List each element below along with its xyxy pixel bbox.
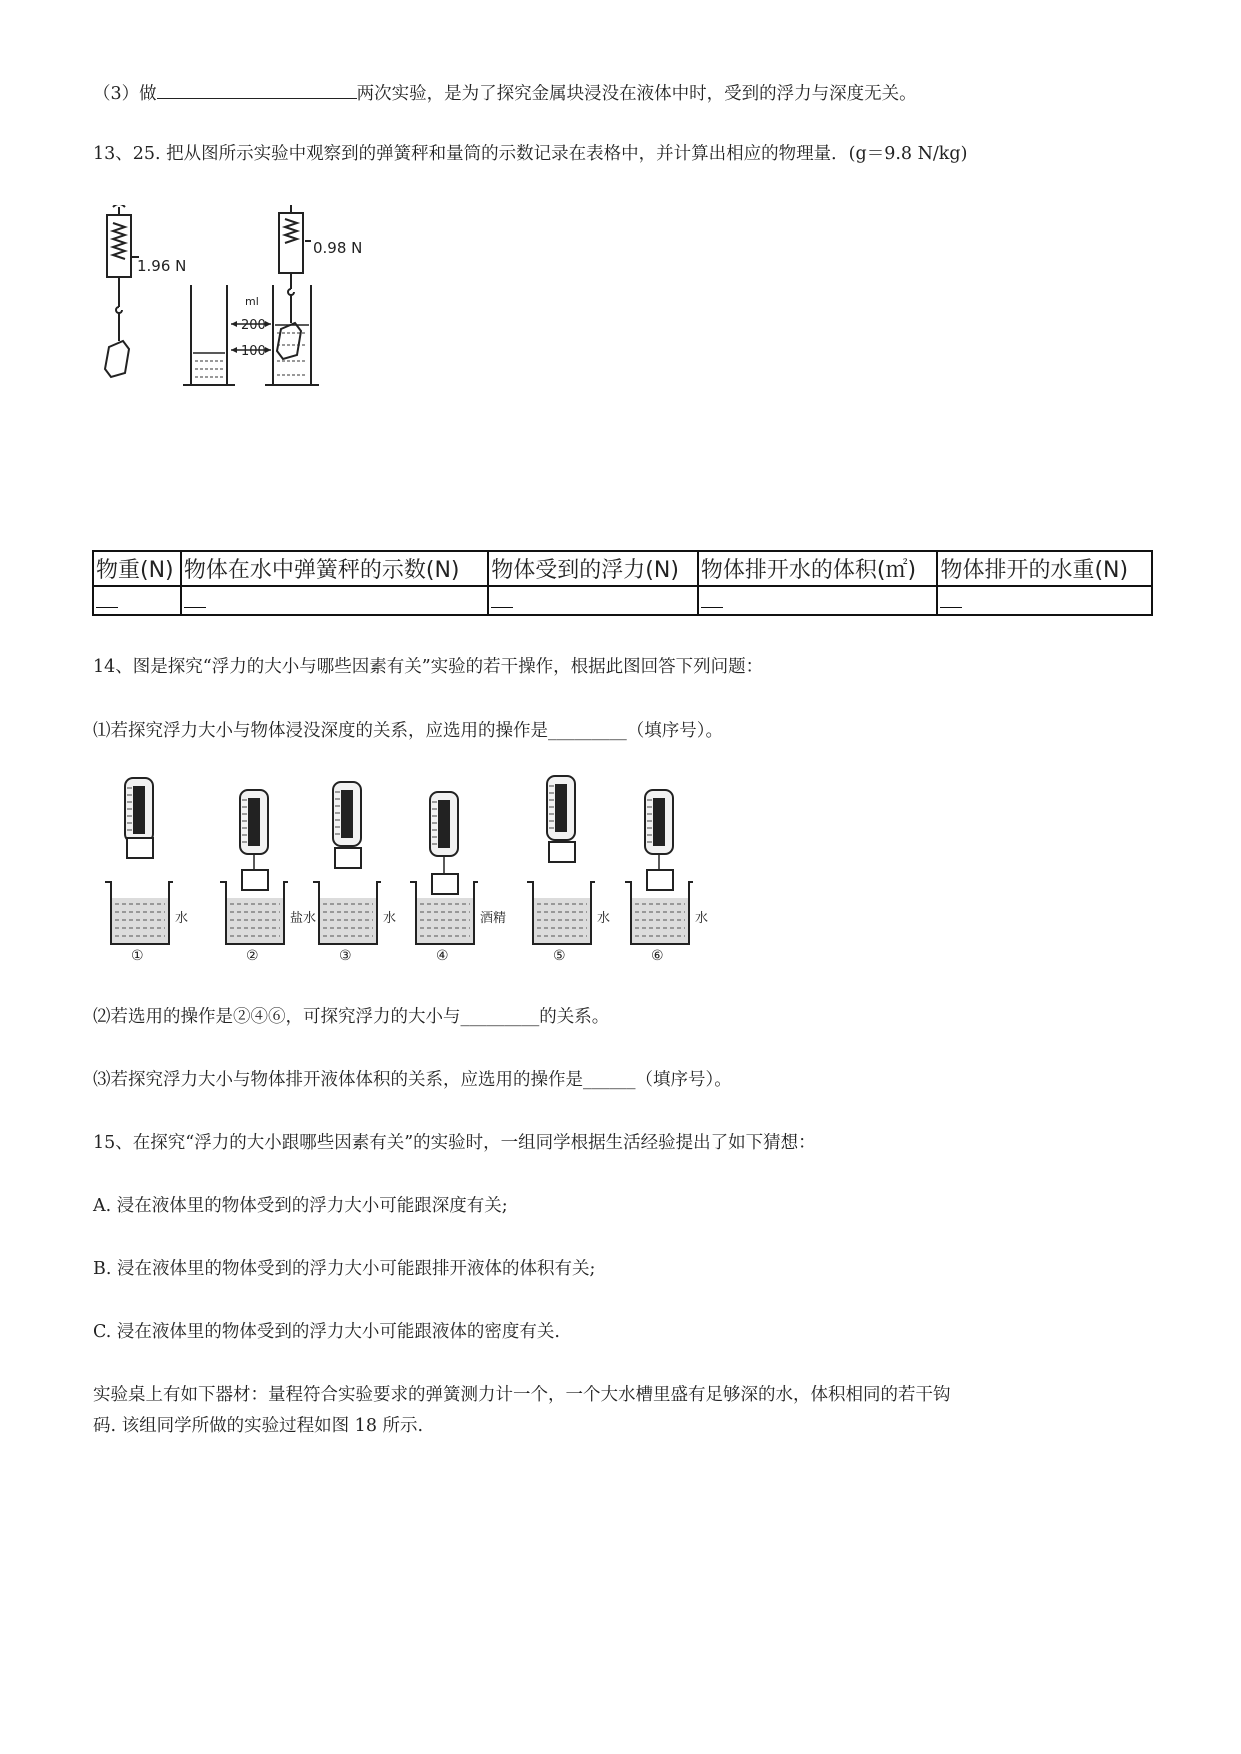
q15-option-b: B. 浸在液体里的物体受到的浮力大小可能跟排开液体的体积有关; [93, 1259, 596, 1279]
spring-scale-inner [133, 786, 145, 834]
cylinder-1 [191, 285, 227, 385]
metal-block [432, 874, 458, 894]
q14-figure [95, 770, 785, 965]
mark-200-label: 200 [241, 318, 266, 333]
q15-option-c: C. 浸在液体里的物体受到的浮力大小可能跟液体的密度有关. [93, 1322, 560, 1342]
q15-equipment-line-2: 码. 该组同学所做的实验过程如图 18 所示. [93, 1416, 424, 1436]
q14-part2: ⑵若选用的操作是②④⑥，可探究浮力的大小与_________的关系。 [93, 1007, 610, 1027]
q15-equipment-line-1: 实验桌上有如下器材：量程符合实验要求的弹簧测力计一个，一个大水槽里盛有足够深的水，体积相同的若干钩 [93, 1385, 951, 1405]
spring-scale-inner [248, 798, 260, 846]
spring-1 [113, 223, 125, 259]
liquid-label: 酒精 [480, 911, 507, 926]
hook-top-icon [113, 205, 125, 207]
metal-block [549, 842, 575, 862]
answer-cell-buoyant-force[interactable] [488, 586, 698, 615]
header-displaced-water-weight: 物体排开的水重(N) [937, 551, 1152, 586]
answer-cell-scale-reading[interactable] [181, 586, 488, 615]
q14-question: 14、图是探究“浮力的大小与哪些因素有关”实验的若干操作，根据此图回答下列问题： [93, 657, 764, 677]
answer-blank[interactable] [184, 589, 206, 608]
answer-blank[interactable] [701, 589, 723, 608]
q12-part3-suffix: 两次实验，是为了探究金属块浸没在液体中时，受到的浮力与深度无关。 [356, 84, 917, 104]
spring-2 [285, 219, 297, 243]
header-object-weight: 物重(N) [93, 551, 181, 586]
liquid-label: 盐水 [290, 911, 317, 926]
experiment-2 [220, 790, 316, 964]
metal-block [127, 838, 153, 858]
metal-block [242, 870, 268, 890]
metal-block [335, 848, 361, 868]
experiment-number: ③ [339, 948, 352, 964]
unit-label: ml [245, 295, 259, 308]
header-buoyant-force: 物体受到的浮力(N) [488, 551, 698, 586]
reading-water-label: 0.98 N [313, 239, 363, 257]
q14-part3: ⑶若探究浮力大小与物体排开液体体积的关系，应选用的操作是______（填序号）。 [93, 1070, 732, 1090]
answer-blank[interactable] [491, 589, 513, 608]
experiment-1 [105, 778, 188, 964]
q13-record-table [92, 550, 1153, 616]
q15-option-a: A. 浸在液体里的物体受到的浮力大小可能跟深度有关; [93, 1196, 508, 1216]
q15-question: 15、在探究“浮力的大小跟哪些因素有关”的实验时，一组同学根据生活经验提出了如下猜想： [93, 1133, 816, 1153]
experiment-5 [527, 776, 610, 964]
q12-part3-prefix: （3）做 [93, 84, 157, 104]
q14-part1: ⑴若探究浮力大小与物体浸没深度的关系，应选用的操作是_________（填序号）。 [93, 721, 723, 741]
table-header-row [93, 551, 1152, 586]
answer-cell-displaced-volume[interactable] [698, 586, 938, 615]
experiment-number: ② [246, 948, 259, 964]
liquid-label: 水 [597, 911, 611, 926]
q12-part3 [93, 80, 917, 106]
answer-cell-displaced-water-weight[interactable] [937, 586, 1152, 615]
answer-blank[interactable] [96, 589, 118, 608]
answer-blank[interactable] [940, 589, 962, 608]
stone-1 [105, 341, 129, 377]
header-scale-reading-in-water: 物体在水中弹簧秤的示数(N) [181, 551, 488, 586]
spring-scale-inner [653, 798, 665, 846]
reading-air-label: 1.96 N [137, 257, 187, 275]
liquid-label: 水 [383, 911, 397, 926]
liquid-label: 水 [695, 911, 709, 926]
table-row [93, 586, 1152, 615]
stone-2 [277, 323, 301, 359]
liquid-label: 水 [175, 911, 189, 926]
experiment-4 [410, 792, 506, 964]
experiment-number: ④ [436, 948, 449, 964]
answer-blank[interactable] [157, 80, 357, 99]
experiment-3 [313, 782, 396, 964]
experiment-6 [625, 790, 708, 964]
header-displaced-volume: 物体排开水的体积(㎡) [698, 551, 938, 586]
experiment-number: ⑥ [651, 948, 664, 964]
mark-100-label: 100 [241, 344, 266, 359]
q13-figure [95, 205, 415, 435]
experiment-number: ⑤ [553, 948, 566, 964]
answer-cell-object-weight[interactable] [93, 586, 181, 615]
spring-scale-inner [555, 784, 567, 832]
spring-scale-inner [438, 800, 450, 848]
experiment-number: ① [131, 948, 144, 964]
q13-question: 13、25. 把从图所示实验中观察到的弹簧秤和量筒的示数记录在表格中，并计算出相应的物理量．(g＝9.8 N/kg) [93, 144, 968, 164]
spring-scale-inner [341, 790, 353, 838]
metal-block [647, 870, 673, 890]
